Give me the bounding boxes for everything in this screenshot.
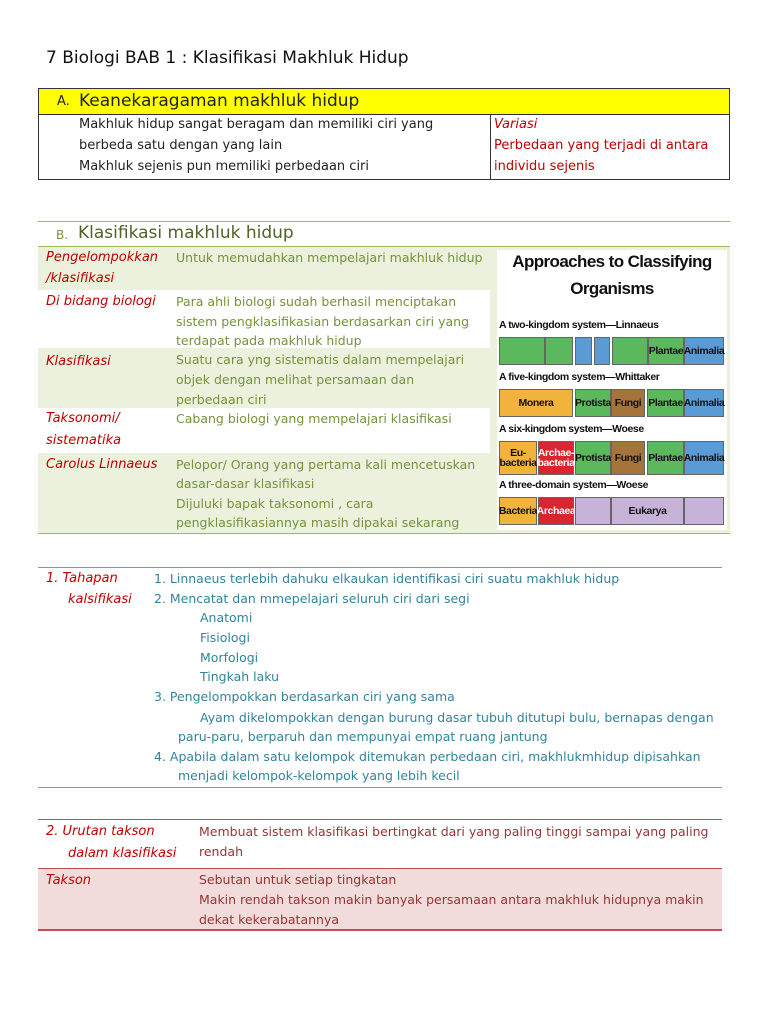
kingdom-box-protista: Protista	[575, 441, 611, 475]
figure-title-line: Approaches to Classifying	[512, 252, 712, 271]
row-description: Pelopor/ Orang yang pertama kali mencetuskan	[176, 457, 476, 472]
section-b-row	[38, 348, 490, 408]
step-line: 3. Pengelompokkan berdasarkan ciri yang sama	[154, 689, 455, 704]
row-description: dasar-dasar klasifikasi	[176, 476, 315, 491]
section-a-left-line: Makhluk sejenis pun memiliki perbedaan ciri	[79, 159, 370, 174]
domain-box-archaea: Archaea	[538, 497, 574, 525]
section-1-bottom-rule	[38, 787, 722, 788]
system-label: A five-kingdom system—Whittaker	[499, 371, 660, 383]
classification-approaches-figure	[497, 250, 727, 530]
step-line: 1. Linnaeus terlebih dahuku elkaukan identifikasi ciri suatu makhluk hidup	[154, 571, 620, 586]
takson-description: Sebutan untuk setiap tingkatan	[199, 872, 397, 887]
section-a-left-cell	[39, 114, 491, 179]
section-a-heading: Keanekaragaman makhluk hidup	[79, 91, 360, 111]
kingdom-label-line: bacteria	[537, 457, 575, 469]
section-a-letter: A.	[57, 94, 70, 109]
section-2-header-row	[38, 820, 722, 868]
section-b-header	[38, 222, 730, 246]
section-1-term: 1. Tahapan	[46, 571, 118, 586]
row-description: pengklasifikasiannya masih dipakai sekarang	[176, 515, 460, 530]
row-description: Cabang biologi yang mempelajari klasifikasi	[176, 411, 452, 426]
step-line: 2. Mencatat dan mmepelajari seluruh ciri dari segi	[154, 591, 470, 606]
kingdom-box	[594, 337, 610, 365]
domain-box-eukarya: Eukarya	[611, 497, 684, 525]
row-description: objek dengan melihat persamaan dan	[176, 372, 415, 387]
row-term: /klasifikasi	[46, 271, 115, 286]
row-term: sistematika	[46, 433, 122, 448]
section-b-row	[38, 247, 490, 290]
kingdom-box	[612, 337, 648, 365]
step-sub-item: Anatomi	[200, 610, 253, 625]
kingdom-box-fungi: Fungi	[611, 389, 645, 417]
row-description: sistem pengklasifikasian berdasarkan ciri yang	[176, 314, 470, 329]
kingdom-box	[575, 337, 592, 365]
row-description: perbedaan ciri	[176, 392, 267, 407]
kingdom-box-plantae: Plantae	[647, 441, 684, 475]
section-1-term: kalsifikasi	[68, 592, 132, 607]
takson-term: Takson	[46, 873, 92, 888]
step-detail: menjadi kelompok-kelompok yang lebih kecil	[178, 768, 460, 783]
row-description: Untuk memudahkan mempelajari makhluk hidup	[176, 250, 483, 265]
section-2-description: rendah	[199, 844, 243, 859]
row-description: terdapat pada makhluk hidup	[176, 333, 362, 348]
row-term: Taksonomi/	[46, 411, 120, 426]
kingdom-box-monera: Monera	[499, 389, 573, 417]
section-b-row	[38, 453, 490, 533]
section-b-bottom-rule	[38, 533, 730, 534]
section-2-term: 2. Urutan takson	[46, 824, 155, 839]
kingdom-box-plantae: Plantae	[648, 337, 684, 365]
section-a-header	[38, 88, 730, 115]
section-a-left-line: berbeda satu dengan yang lain	[79, 138, 283, 153]
row-term: Di bidang biologi	[46, 294, 156, 309]
variasi-definition-line: individu sejenis	[494, 159, 595, 174]
section-a-left-line: Makhluk hidup sangat beragam dan memiliki ciri yang	[79, 117, 434, 132]
step-line: 4. Apabila dalam satu kelompok ditemukan perbedaan ciri, makhlukmhidup dipisahkan	[154, 749, 701, 764]
kingdom-box	[545, 337, 573, 365]
section-2-description: Membuat sistem klasifikasi bertingkat dari yang paling tinggi sampai yang paling	[199, 824, 709, 839]
section-b-letter: B.	[56, 228, 69, 242]
row-description: Para ahli biologi sudah berhasil menciptakan	[176, 294, 457, 309]
kingdom-label-line: Archae-	[537, 447, 575, 459]
section-1	[38, 568, 722, 787]
kingdom-box	[499, 337, 545, 365]
variasi-label: Variasi	[494, 117, 538, 132]
kingdom-box-plantae: Plantae	[647, 389, 684, 417]
kingdom-box-archaebacteria	[538, 441, 574, 475]
step-detail: Ayam dikelompokkan dengan burung dasar tubuh ditutupi bulu, bernapas dengan	[200, 710, 714, 725]
takson-row	[38, 869, 722, 929]
section-a-body	[38, 114, 730, 180]
kingdom-box-animalia: Animalia	[684, 441, 724, 475]
page-title: 7 Biologi BAB 1 : Klasifikasi Makhluk Hidup	[46, 48, 409, 68]
section-b-row	[38, 408, 490, 453]
section-2-bottom-rule	[38, 929, 722, 931]
row-description: Suatu cara yng sistematis dalam mempelajari	[176, 352, 465, 367]
row-term: Klasifikasi	[46, 354, 111, 369]
step-sub-item: Fisiologi	[200, 630, 250, 645]
system-label: A two-kingdom system—Linnaeus	[499, 319, 659, 331]
domain-box	[575, 497, 611, 525]
row-term: Pengelompokkan	[46, 250, 159, 265]
system-label: A three-domain system—Woese	[499, 479, 649, 491]
kingdom-label-line: bacteria	[499, 457, 537, 469]
kingdom-label-line: Eu-	[510, 447, 526, 459]
row-term: Carolus Linnaeus	[46, 457, 158, 472]
step-detail: paru-paru, berparuh dan mempunyai empat ruang jantung	[178, 729, 548, 744]
kingdom-box-fungi: Fungi	[611, 441, 645, 475]
section-b-heading: Klasifikasi makhluk hidup	[78, 223, 294, 243]
takson-description: Makin rendah takson makin banyak persamaan antara makhluk hidupnya makin	[199, 892, 704, 907]
section-2-term: dalam klasifikasi	[68, 846, 177, 861]
variasi-definition-line: Perbedaan yang terjadi di antara	[494, 138, 709, 153]
system-label: A six-kingdom system—Woese	[499, 423, 644, 435]
takson-description: dekat kekerabatannya	[199, 912, 340, 927]
section-a-right-cell	[491, 114, 729, 179]
step-sub-item: Morfologi	[200, 650, 259, 665]
row-description: Dijuluki bapak taksonomi , cara	[176, 496, 374, 511]
domain-box-bacteria: Bacteria	[499, 497, 537, 525]
domain-box	[684, 497, 724, 525]
kingdom-box-animalia: Animalia	[684, 337, 724, 365]
step-sub-item: Tingkah laku	[200, 669, 280, 684]
section-b-row	[38, 290, 490, 348]
figure-title-line: Organisms	[570, 279, 654, 298]
kingdom-box-eubacteria	[499, 441, 537, 475]
kingdom-box-protista: Protista	[575, 389, 611, 417]
kingdom-box-animalia: Animalia	[684, 389, 724, 417]
